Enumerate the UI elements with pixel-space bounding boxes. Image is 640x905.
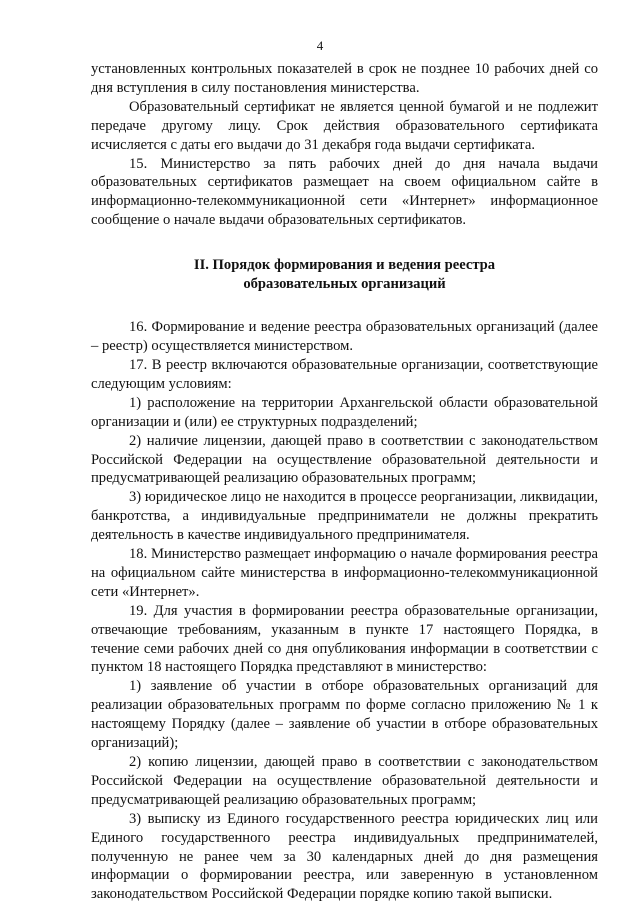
paragraph-item-19: 19. Для участия в формировании реестра образовательные организации, отвечающие требованиям, указанным в пункте 17 настоящего Порядка, в течение семи рабочих дней со дня опубликования информации в соответствии с пунктом 18 настоящего Порядка представляют в министерство: bbox=[91, 602, 598, 676]
paragraph-item-19-3: 3) выписку из Единого государственного реестра юридических лиц или Единого государственного реестра индивидуальных предпринимателей, полученную не ранее чем за 30 календарных дней до дня размещения информации о формировании реестра, или заверенную в установленном законодательством Российской Федерации порядке копию такой выписки. bbox=[91, 810, 598, 903]
paragraph-item-16: 16. Формирование и ведение реестра образовательных организаций (далее – реестр) осуществляется министерством. bbox=[91, 319, 598, 355]
section-heading bbox=[91, 256, 598, 294]
paragraph-item-15: 15. Министерство за пять рабочих дней до дня начала выдачи образовательных сертификатов размещает на своем официальном сайте в информационно-телекоммуникационной сети «Интернет» информационное сообщение о начале выдачи образовательных сертификатов. bbox=[91, 155, 598, 229]
paragraph-item-17: 17. В реестр включаются образовательные организации, соответствующие следующим условиям: bbox=[91, 356, 598, 392]
page-number: 4 bbox=[316, 38, 324, 53]
paragraph-item-17-3: 3) юридическое лицо не находится в процессе реорганизации, ликвидации, банкротства, а индивидуальные предприниматели не должны прекратить деятельность в качестве индивидуального предпринимателя. bbox=[91, 489, 598, 544]
paragraph-continuation: установленных контрольных показателей в срок не позднее 10 рабочих дней со дня вступления в силу постановления министерства. bbox=[91, 61, 598, 96]
section-heading-line-2: образовательных организаций bbox=[243, 276, 446, 293]
paragraph-item-19-2: 2) копию лицензии, дающей право в соответствии с законодательством Российской Федерации на осуществление образовательной деятельности и предусматривающей реализацию образовательных программ; bbox=[91, 754, 598, 808]
section-heading-line-1: II. Порядок формирования и ведения реестра bbox=[193, 257, 496, 274]
paragraph-item-19-1: 1) заявление об участии в отборе образовательных организаций для реализации образовательных программ по форме согласно приложению № 1 к настоящему Порядку (далее – заявление об участии в отборе образовательных организаций); bbox=[91, 678, 598, 752]
paragraph-item-17-2: 2) наличие лицензии, дающей право в соответствии с законодательством Российской Федерации на осуществление образовательной деятельности и предусматривающей реализацию образовательных программ; bbox=[91, 432, 598, 487]
paragraph-item-17-1: 1) расположение на территории Архангельской области образовательной организации и (или) ее структурных подразделений; bbox=[91, 394, 598, 430]
document-body bbox=[91, 60, 598, 904]
paragraph-item-18: 18. Министерство размещает информацию о начале формирования реестра на официальном сайте министерства в информационно-телекоммуникационной сети «Интернет». bbox=[91, 546, 598, 600]
paragraph-certificate-validity: Образовательный сертификат не является ценной бумагой и не подлежит передаче другому лицу. Срок действия образовательного сертификата исчисляется с даты его выдачи до 31 декабря года выдачи сертификата. bbox=[91, 98, 598, 153]
